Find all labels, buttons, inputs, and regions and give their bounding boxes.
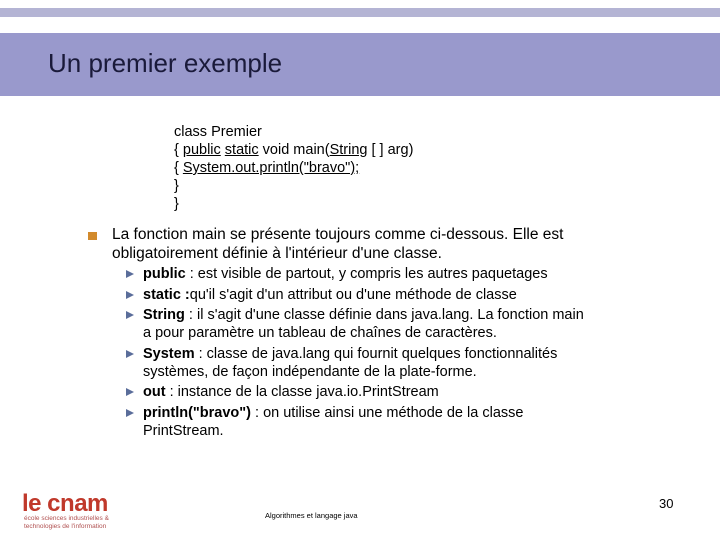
logo-tagline-line-2: technologies de l'information xyxy=(24,522,107,530)
item-term: println("bravo") xyxy=(143,404,251,421)
main-point-line-2: obligatoirement définie à l'intérieur d'une classe. xyxy=(112,245,442,262)
code-public: public xyxy=(182,142,221,158)
triangle-bullet-icon xyxy=(126,291,134,299)
main-bullet-icon xyxy=(88,232,97,240)
triangle-bullet-icon xyxy=(126,270,134,278)
code-string: String xyxy=(329,142,368,158)
top-decorative-band xyxy=(0,8,720,17)
code-args: [ ] arg) xyxy=(367,142,414,158)
triangle-bullet-icon xyxy=(126,311,134,319)
list-item xyxy=(126,345,686,381)
item-description: : on utilise ainsi une méthode de la classe xyxy=(251,404,524,421)
item-description: : est visible de partout, y compris les autres paquetages xyxy=(185,266,548,282)
code-main: main( xyxy=(289,142,330,158)
slide-title: Un premier exemple xyxy=(48,48,283,78)
item-description-continued: a pour paramètre un tableau de chaînes de caractères. xyxy=(143,325,497,341)
code-static: static xyxy=(224,142,259,158)
code-line-5: } xyxy=(174,196,179,212)
list-item xyxy=(126,265,686,283)
code-println-call: System.out.println("bravo"); xyxy=(182,160,360,176)
item-description-continued: PrintStream. xyxy=(143,422,224,439)
page-number: 30 xyxy=(659,496,674,511)
logo-wordmark: le cnam xyxy=(22,490,108,517)
item-description-continued: systèmes, de façon indépendante de la plate-forme. xyxy=(143,363,477,380)
code-block xyxy=(174,123,413,213)
cnam-logo xyxy=(22,490,142,538)
main-point-line-1: La fonction main se présente toujours comme ci-dessous. Elle est xyxy=(112,226,564,243)
code-line-3 xyxy=(174,159,413,177)
list-item xyxy=(126,306,686,342)
item-description: qu'il s'agit d'un attribut ou d'une méthode de classe xyxy=(189,286,517,303)
code-brace: { xyxy=(174,142,183,158)
code-line-4: } xyxy=(174,178,179,194)
code-brace: { xyxy=(174,160,183,176)
code-void: void xyxy=(258,142,290,158)
code-line-1 xyxy=(174,123,413,141)
item-term: public xyxy=(143,266,186,282)
code-line-2 xyxy=(174,141,413,159)
item-description: : instance de la classe java.io.PrintStream xyxy=(165,384,439,400)
code-keyword-class: class xyxy=(174,124,208,140)
item-description: : il s'agit d'une classe définie dans java.lang. La fonction main xyxy=(184,307,584,323)
triangle-bullet-icon xyxy=(126,409,134,417)
triangle-bullet-icon xyxy=(126,388,134,396)
item-description: : classe de java.lang qui fournit quelques fonctionnalités xyxy=(194,345,558,362)
footer-text: Algorithmes et langage java xyxy=(265,511,358,520)
triangle-bullet-icon xyxy=(126,350,134,358)
item-term: System xyxy=(143,345,195,362)
item-term: String xyxy=(143,307,185,323)
list-item xyxy=(126,383,686,401)
logo-tagline-line-1: école sciences industrielles & xyxy=(24,515,109,522)
item-term: out xyxy=(143,384,166,400)
detail-list xyxy=(126,265,686,442)
list-item xyxy=(126,286,686,304)
list-item xyxy=(126,404,686,440)
logo-tagline xyxy=(24,515,109,530)
main-point xyxy=(112,225,672,263)
item-term: static : xyxy=(143,286,190,303)
code-class-name: Premier xyxy=(207,124,262,140)
